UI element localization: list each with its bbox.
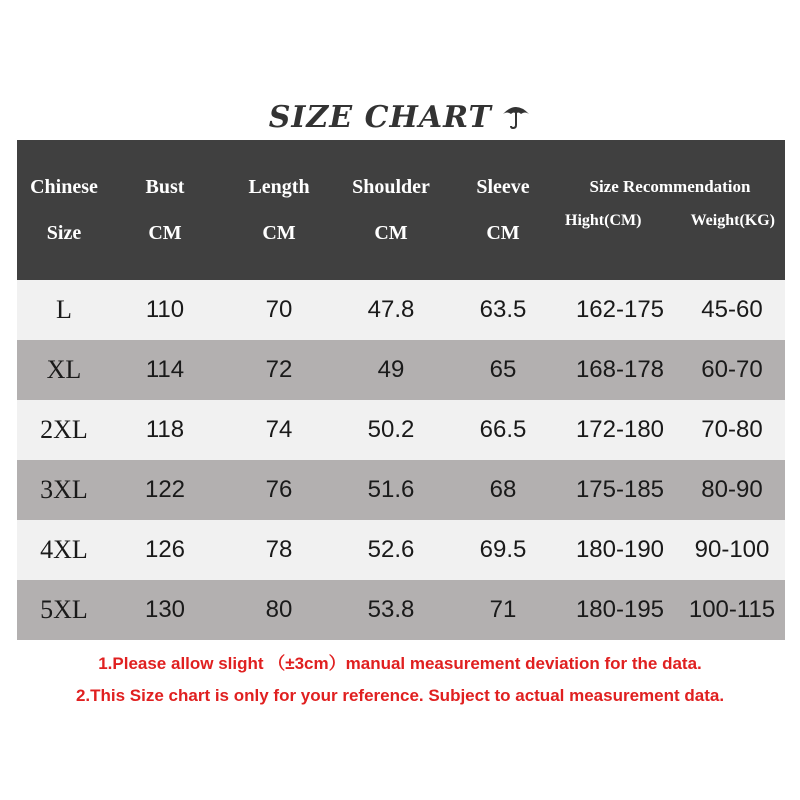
cell-sleeve: 65 <box>489 356 517 383</box>
header-shoulder: Shoulder CM <box>352 176 430 244</box>
umbrella-icon <box>501 100 531 138</box>
header-length: Length CM <box>248 176 310 244</box>
cell-weight: 100-115 <box>688 596 776 623</box>
cell-bust: 122 <box>144 476 186 503</box>
cell-sleeve: 63.5 <box>479 296 527 323</box>
cell-bust: 114 <box>145 356 185 383</box>
cell-size: 4XL <box>40 535 88 564</box>
cell-shoulder: 53.8 <box>367 596 415 623</box>
cell-length: 70 <box>265 296 293 323</box>
cell-shoulder: 47.8 <box>367 296 415 323</box>
cell-size: 2XL <box>40 415 88 444</box>
cell-size: 5XL <box>40 595 88 624</box>
cell-bust: 118 <box>145 416 185 443</box>
cell-shoulder: 52.6 <box>367 536 415 563</box>
header-weight: Weight(KG) <box>690 212 775 229</box>
page-title <box>0 100 800 138</box>
cell-length: 80 <box>265 596 293 623</box>
header-bust: Bust CM <box>145 176 185 244</box>
cell-size: 3XL <box>40 475 88 504</box>
notes <box>0 650 800 714</box>
note-1: 1.Please allow slight （±3cm）manual measurement deviation for the data. <box>98 654 702 673</box>
header-chinese-size: Chinese Size <box>30 176 98 244</box>
cell-height: 180-195 <box>575 596 665 623</box>
cell-weight: 60-70 <box>701 356 763 383</box>
header-sleeve: Sleeve CM <box>476 176 530 244</box>
cell-weight: 90-100 <box>694 536 770 563</box>
cell-height: 180-190 <box>575 536 665 563</box>
cell-height: 175-185 <box>575 476 665 503</box>
cell-bust: 126 <box>144 536 186 563</box>
table-header <box>17 140 785 280</box>
cell-shoulder: 51.6 <box>367 476 415 503</box>
table-row <box>17 460 785 520</box>
header-size-recommendation: Size Recommendation Hight(CM) Weight(KG) <box>565 170 775 238</box>
cell-sleeve: 66.5 <box>479 416 527 443</box>
cell-length: 72 <box>265 356 293 383</box>
cell-height: 172-180 <box>575 416 665 443</box>
cell-height: 168-178 <box>575 356 665 383</box>
cell-weight: 45-60 <box>701 296 763 323</box>
table-row <box>17 400 785 460</box>
cell-length: 78 <box>265 536 293 563</box>
table-row <box>17 520 785 580</box>
cell-shoulder: 49 <box>377 356 405 383</box>
header-height: Hight(CM) <box>565 212 642 229</box>
cell-size: XL <box>46 355 82 384</box>
cell-sleeve: 71 <box>489 596 517 623</box>
table-row <box>17 340 785 400</box>
cell-size: L <box>56 295 72 324</box>
cell-height: 162-175 <box>575 296 665 323</box>
cell-length: 74 <box>265 416 293 443</box>
table-row <box>17 580 785 640</box>
note-2: 2.This Size chart is only for your reference. Subject to actual measurement data. <box>75 686 725 705</box>
cell-length: 76 <box>265 476 293 503</box>
cell-bust: 110 <box>145 296 185 323</box>
cell-sleeve: 68 <box>489 476 517 503</box>
cell-weight: 80-90 <box>701 476 763 503</box>
table-body <box>17 280 785 640</box>
title-text: SIZE CHART <box>268 100 492 135</box>
cell-weight: 70-80 <box>701 416 763 443</box>
size-chart-table <box>17 140 785 640</box>
cell-bust: 130 <box>144 596 186 623</box>
table-row <box>17 280 785 340</box>
cell-sleeve: 69.5 <box>479 536 527 563</box>
cell-shoulder: 50.2 <box>367 416 415 443</box>
